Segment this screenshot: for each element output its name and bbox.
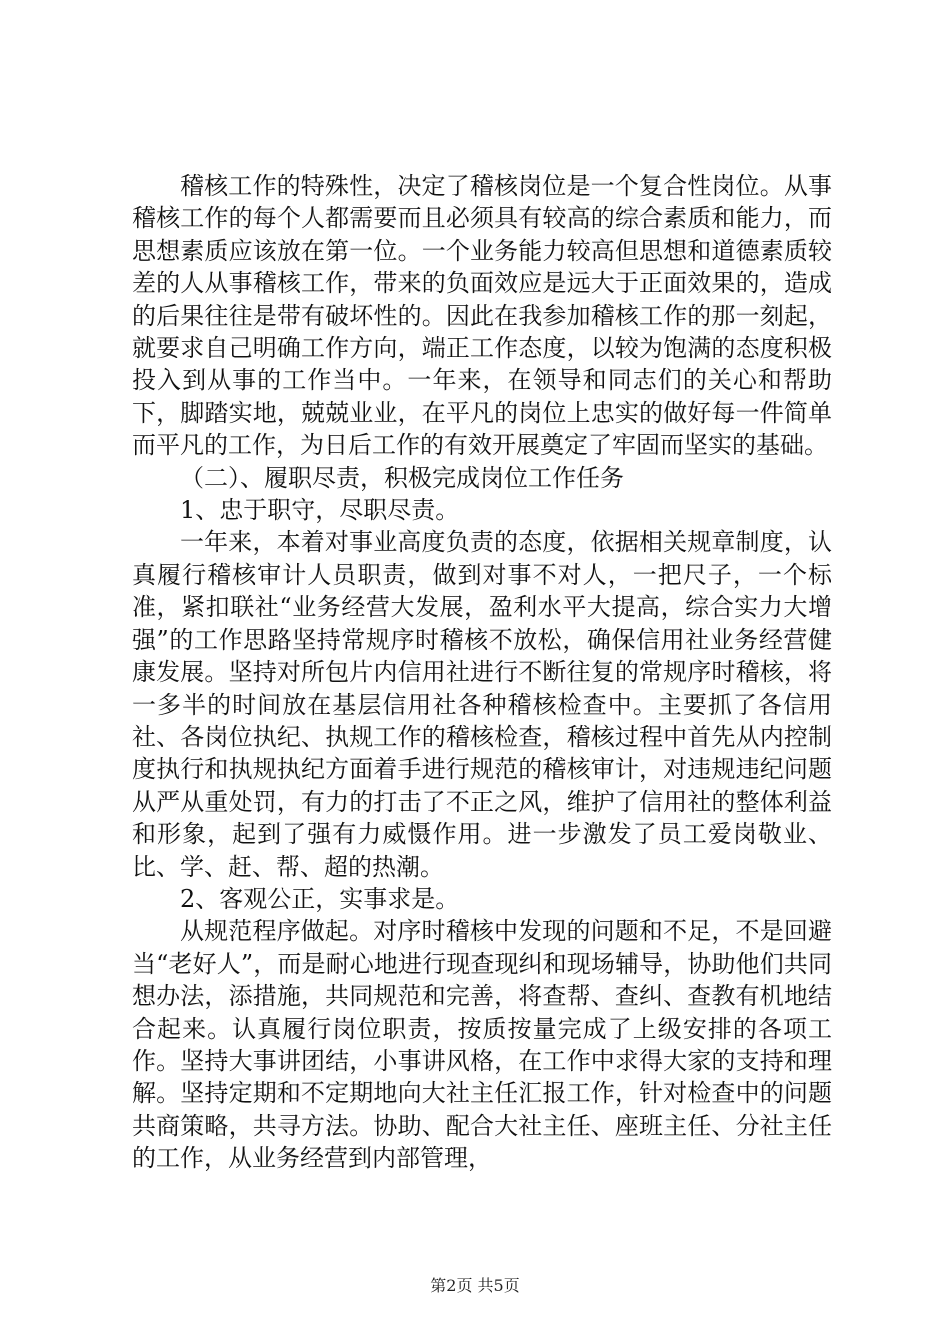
subheading-loyalty: 1、忠于职守，尽职尽责。 — [180, 496, 460, 525]
document-body — [132, 170, 832, 1175]
section-heading-duties: （二）、履职尽责，积极完成岗位工作任务 — [180, 463, 624, 492]
subheading-objectivity: 2、客观公正，实事求是。 — [180, 884, 460, 913]
paragraph-standard-procedure: 从规范程序做起。对序时稽核中发现的问题和不足，不是回避当“老好人”，而是耐心地进行现查现纠和现场辅导，协助他们共同想办法，添措施，共同规范和完善，将查帮、查纠、查教有机地结合起来。认真履行岗位职责，按质按量完成了上级安排的各项工作。坚持大事讲团结，小事讲风格，在工作中求得大家的支持和理解。坚持定期和不定期地向大社主任汇报工作，针对检查中的问题共商策略，共寻方法。协助、配合大社主任、座班主任、分社主任的工作，从业务经营到内部管理， — [132, 917, 832, 1173]
paragraph-audit-work: 一年来，本着对事业高度负责的态度，依据相关规章制度，认真履行稽核审计人员职责，做到对事不对人，一把尺子，一个标准，紧扣联社“业务经营大发展，盈利水平大提高，综合实力大增强”的工作思路坚持常规序时稽核不放松，确保信用社业务经营健康发展。坚持对所包片内信用社进行不断往复的常规序时稽核，将一多半的时间放在基层信用社各种稽核检查中。主要抓了各信用社、各岗位执纪、执规工作的稽核检查，稽核过程中首先从内控制度执行和执规执纪方面着手进行规范的稽核审计，对违规违纪问题从严从重处罚，有力的打击了不正之风，维护了信用社的整体利益和形象，起到了强有力威慑作用。进一步激发了员工爱岗敬业、比、学、赶、帮、超的热潮。 — [132, 528, 832, 881]
page-number-footer: 第2页 共5页 — [430, 1276, 520, 1295]
paragraph-qualities: 稽核工作的特殊性，决定了稽核岗位是一个复合性岗位。从事稽核工作的每个人都需要而且必须具有较高的综合素质和能力，而思想素质应该放在第一位。一个业务能力较高但思想和道德素质较差的人从事稽核工作，带来的负面效应是远大于正面效果的，造成的后果往往是带有破坏性的。因此在我参加稽核工作的那一刻起，就要求自己明确工作方向，端正工作态度，以较为饱满的态度积极投入到从事的工作当中。一年来，在领导和同志们的关心和帮助下，脚踏实地，兢兢业业，在平凡的岗位上忠实的做好每一件简单而平凡的工作，为日后工作的有效开展奠定了牢固而坚实的基础。 — [132, 172, 832, 460]
